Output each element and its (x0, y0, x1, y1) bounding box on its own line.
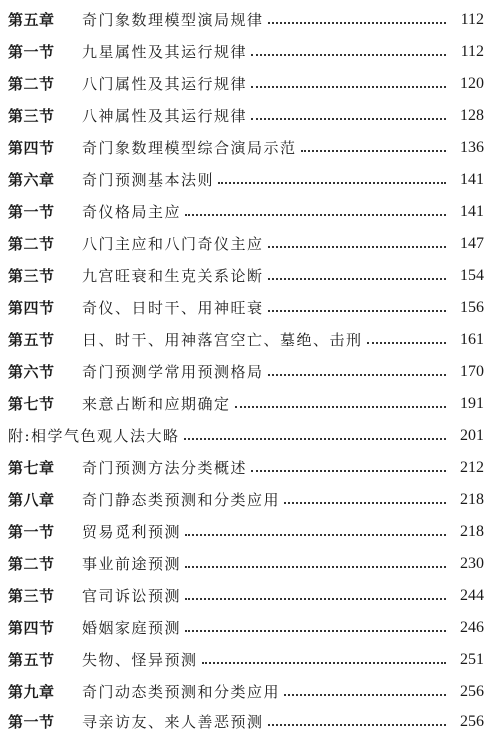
toc-entry-label: 第四节 (8, 619, 55, 637)
toc-entry-section[interactable] (8, 103, 484, 129)
toc-entry-chapter-5[interactable] (8, 7, 484, 33)
toc-dot-leader (268, 709, 446, 735)
toc-dot-leader (268, 263, 446, 289)
toc-dot-leader (251, 39, 446, 65)
toc-entry-title: 失物、怪异预测 (82, 651, 198, 669)
toc-entry-section[interactable] (8, 295, 484, 321)
toc-entry-page: 246 (460, 619, 484, 636)
toc-dot-leader (185, 583, 446, 609)
toc-entry-label: 第八章 (8, 491, 55, 509)
toc-entry-page: 128 (460, 107, 484, 124)
toc-entry-title: 贸易觅利预测 (82, 523, 182, 541)
toc-entry-page: 112 (460, 11, 484, 28)
toc-entry-title: 奇仪格局主应 (82, 203, 182, 221)
toc-entry-section[interactable] (8, 199, 484, 225)
toc-entry-title: 九宫旺衰和生克关系论断 (82, 267, 264, 285)
toc-entry-section[interactable] (8, 263, 484, 289)
toc-entry-title: 八门属性及其运行规律 (82, 75, 248, 93)
toc-entry-label: 第五节 (8, 331, 55, 349)
toc-entry-page: 161 (460, 331, 484, 348)
toc-entry-section[interactable] (8, 583, 484, 609)
toc-entry-title: 奇门象数理模型综合演局示范 (82, 139, 297, 157)
toc-entry-chapter-7[interactable] (8, 455, 484, 481)
toc-entry-section[interactable] (8, 647, 484, 673)
toc-entry-section[interactable] (8, 519, 484, 545)
toc-entry-section[interactable] (8, 615, 484, 641)
toc-entry-page: 154 (460, 267, 484, 284)
toc-entry-page: 136 (460, 139, 484, 156)
toc-entry-section[interactable] (8, 327, 484, 353)
toc-entry-page: 256 (460, 683, 484, 700)
toc-entry-title: 来意占断和应期确定 (82, 395, 231, 413)
toc-entry-page: 112 (460, 43, 484, 60)
toc-entry-label: 第二节 (8, 235, 55, 253)
toc-dot-leader (268, 231, 446, 257)
toc-entry-title: 事业前途预测 (82, 555, 182, 573)
toc-entry-label: 第四节 (8, 139, 55, 157)
toc-dot-leader (251, 71, 446, 97)
toc-entry-label: 第七章 (8, 459, 55, 477)
toc-entry-page: 120 (460, 75, 484, 92)
toc-entry-page: 141 (460, 203, 484, 220)
toc-dot-leader (185, 519, 446, 545)
toc-dot-leader (185, 199, 446, 225)
toc-entry-label: 第一节 (8, 713, 55, 731)
toc-entry-page: 191 (460, 395, 484, 412)
toc-entry-page: 244 (460, 587, 484, 604)
toc-entry-label: 第二节 (8, 75, 55, 93)
toc-dot-leader (185, 615, 446, 641)
toc-entry-title: 寻亲访友、来人善恶预测 (82, 713, 264, 731)
toc-entry-appendix[interactable] (8, 423, 484, 449)
toc-entry-title: 奇门预测学常用预测格局 (82, 363, 264, 381)
toc-entry-label: 第二节 (8, 555, 55, 573)
toc-entry-title: 奇仪、日时干、用神旺衰 (82, 299, 264, 317)
toc-entry-title: 日、时干、用神落宫空亡、墓绝、击刑 (82, 331, 363, 349)
toc-dot-leader (202, 647, 446, 673)
toc-entry-label: 第一节 (8, 203, 55, 221)
toc-entry-title: 九星属性及其运行规律 (82, 43, 248, 61)
toc-dot-leader (284, 679, 446, 705)
toc-entry-title: 婚姻家庭预测 (82, 619, 182, 637)
toc-entry-title: 官司诉讼预测 (82, 587, 182, 605)
toc-entry-section[interactable] (8, 359, 484, 385)
toc-entry-page: 218 (460, 491, 484, 508)
toc-entry-title: 奇门预测方法分类概述 (82, 459, 248, 477)
toc-dot-leader (251, 455, 446, 481)
toc-entry-label: 第六节 (8, 363, 55, 381)
toc-entry-label: 第七节 (8, 395, 55, 413)
toc-entry-section[interactable] (8, 39, 484, 65)
toc-entry-label: 第九章 (8, 683, 55, 701)
toc-dot-leader (251, 103, 446, 129)
toc-entry-chapter-8[interactable] (8, 487, 484, 513)
toc-entry-section[interactable] (8, 231, 484, 257)
toc-dot-leader (235, 391, 446, 417)
toc-dot-leader (218, 167, 446, 193)
toc-entry-title: 附:相学气色观人法大略 (8, 427, 180, 445)
toc-dot-leader (268, 295, 446, 321)
toc-entry-label: 第三节 (8, 267, 55, 285)
toc-dot-leader (284, 487, 446, 513)
toc-entry-page: 256 (460, 713, 484, 730)
toc-entry-title: 奇门静态类预测和分类应用 (82, 491, 281, 509)
toc-entry-label: 第一节 (8, 43, 55, 61)
toc-dot-leader (301, 135, 446, 161)
toc-entry-page: 147 (460, 235, 484, 252)
toc-entry-page: 230 (460, 555, 484, 572)
toc-entry-label: 第四节 (8, 299, 55, 317)
toc-entry-section[interactable] (8, 551, 484, 577)
toc-dot-leader (268, 7, 446, 33)
toc-entry-title: 奇门动态类预测和分类应用 (82, 683, 281, 701)
toc-entry-label: 第六章 (8, 171, 55, 189)
toc-entry-chapter-6[interactable] (8, 167, 484, 193)
toc-dot-leader (184, 423, 446, 449)
toc-entry-page: 218 (460, 523, 484, 540)
toc-entry-label: 第五节 (8, 651, 55, 669)
toc-entry-title: 八门主应和八门奇仪主应 (82, 235, 264, 253)
toc-entry-label: 第三节 (8, 587, 55, 605)
toc-dot-leader (268, 359, 446, 385)
toc-entry-page: 170 (460, 363, 484, 380)
toc-entry-section[interactable] (8, 709, 484, 735)
toc-entry-chapter-9[interactable] (8, 679, 484, 705)
toc-entry-label: 第三节 (8, 107, 55, 125)
toc-entry-title: 奇门预测基本法则 (82, 171, 215, 189)
toc-entry-page: 141 (460, 171, 484, 188)
toc-entry-section[interactable] (8, 391, 484, 417)
toc-dot-leader (185, 551, 446, 577)
toc-entry-label: 第一节 (8, 523, 55, 541)
toc-dot-leader (367, 327, 446, 353)
toc-entry-page: 212 (460, 459, 484, 476)
toc-entry-title: 奇门象数理模型演局规律 (82, 11, 264, 29)
toc-entry-section[interactable] (8, 71, 484, 97)
toc-entry-page: 251 (460, 651, 484, 668)
toc-entry-title: 八神属性及其运行规律 (82, 107, 248, 125)
toc-entry-label: 第五章 (8, 11, 55, 29)
toc-entry-section[interactable] (8, 135, 484, 161)
toc-entry-page: 201 (460, 427, 484, 444)
toc-entry-page: 156 (460, 299, 484, 316)
